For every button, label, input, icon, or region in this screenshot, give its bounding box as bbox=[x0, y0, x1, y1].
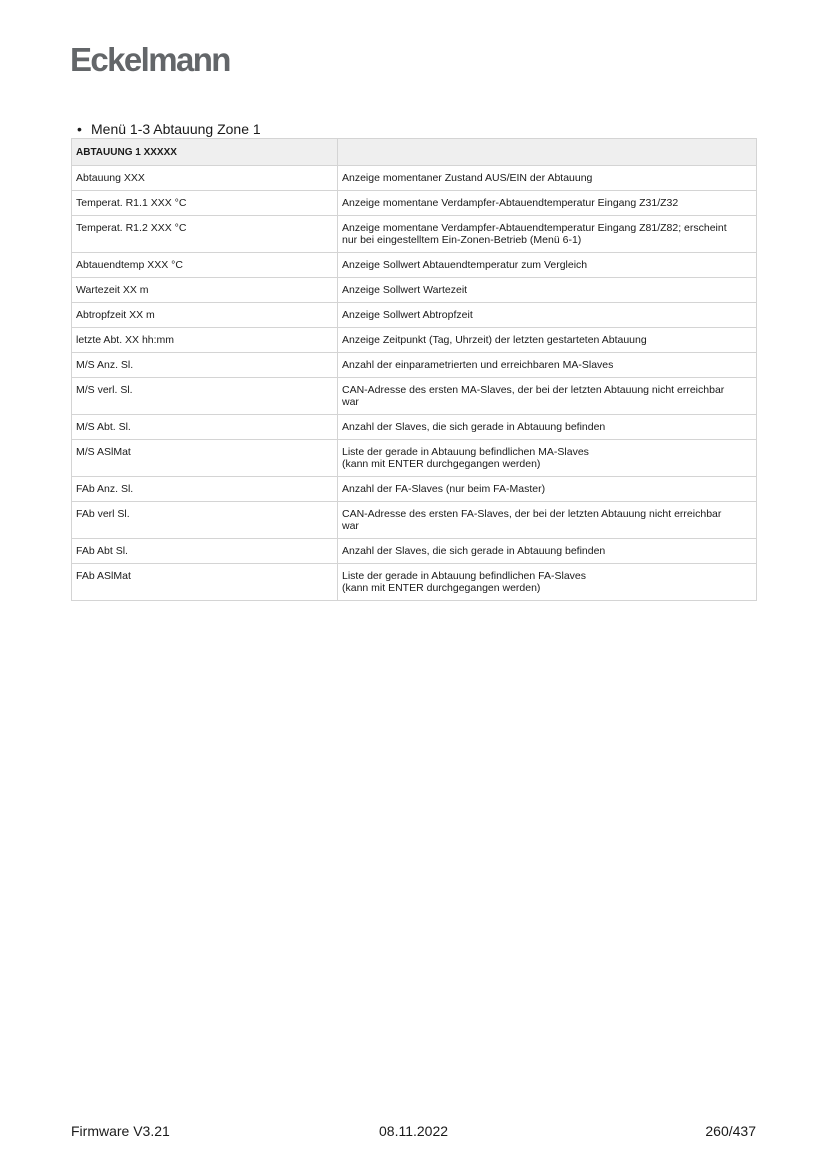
description-cell bbox=[338, 328, 757, 353]
bullet-icon: • bbox=[77, 121, 82, 137]
table-row bbox=[72, 564, 757, 601]
table-row bbox=[72, 353, 757, 378]
parameter-cell: FAb verl Sl. bbox=[72, 502, 338, 539]
parameter-cell: M/S verl. Sl. bbox=[72, 378, 338, 415]
description-line: Liste der gerade in Abtauung befindlichen FA-Slaves bbox=[342, 570, 586, 582]
description-line: war bbox=[342, 396, 359, 408]
description-line: Anzahl der einparametrierten und erreichbaren MA-Slaves bbox=[342, 359, 614, 371]
description-cell bbox=[338, 166, 757, 191]
parameter-cell: FAb Anz. Sl. bbox=[72, 477, 338, 502]
description-cell bbox=[338, 253, 757, 278]
parameter-cell: Wartezeit XX m bbox=[72, 278, 338, 303]
description-line: Anzahl der Slaves, die sich gerade in Abtauung befinden bbox=[342, 545, 606, 557]
description-line: (kann mit ENTER durchgegangen werden) bbox=[342, 458, 541, 470]
parameter-cell: M/S Anz. Sl. bbox=[72, 353, 338, 378]
table-body bbox=[72, 166, 757, 601]
table-row bbox=[72, 191, 757, 216]
parameter-cell: Abtropfzeit XX m bbox=[72, 303, 338, 328]
table-row bbox=[72, 216, 757, 253]
description-cell bbox=[338, 353, 757, 378]
footer-page-number: 260/437 bbox=[705, 1123, 756, 1139]
table-row bbox=[72, 328, 757, 353]
parameter-cell: M/S Abt. Sl. bbox=[72, 415, 338, 440]
table-header-description bbox=[338, 139, 757, 166]
table-row bbox=[72, 477, 757, 502]
table-header-parameter: ABTAUUNG 1 XXXXX bbox=[72, 139, 338, 166]
description-cell bbox=[338, 477, 757, 502]
description-line: Anzeige Zeitpunkt (Tag, Uhrzeit) der letzten gestarteten Abtauung bbox=[342, 334, 647, 346]
description-cell bbox=[338, 191, 757, 216]
parameter-cell: Temperat. R1.2 XXX °C bbox=[72, 216, 338, 253]
section-title: Menü 1-3 Abtauung Zone 1 bbox=[91, 121, 261, 137]
parameter-cell: Abtauung XXX bbox=[72, 166, 338, 191]
description-line: Anzeige Sollwert Wartezeit bbox=[342, 284, 468, 296]
description-line: (kann mit ENTER durchgegangen werden) bbox=[342, 582, 541, 594]
description-line: Anzeige momentane Verdampfer-Abtauendtemperatur Eingang Z81/Z82; erscheint bbox=[342, 222, 727, 234]
description-line: CAN-Adresse des ersten MA-Slaves, der bei der letzten Abtauung nicht erreichbar bbox=[342, 384, 725, 396]
table-row bbox=[72, 502, 757, 539]
description-cell bbox=[338, 378, 757, 415]
table-row bbox=[72, 253, 757, 278]
description-cell bbox=[338, 440, 757, 477]
table-header-row bbox=[72, 139, 757, 166]
parameter-cell: M/S ASlMat bbox=[72, 440, 338, 477]
company-logo: Eckelmann bbox=[70, 41, 230, 78]
table-row bbox=[72, 539, 757, 564]
description-line: Liste der gerade in Abtauung befindlichen MA-Slaves bbox=[342, 446, 589, 458]
description-line: Anzeige momentaner Zustand AUS/EIN der Abtauung bbox=[342, 172, 593, 184]
description-cell bbox=[338, 216, 757, 253]
table-row bbox=[72, 440, 757, 477]
description-cell bbox=[338, 564, 757, 601]
table-row bbox=[72, 415, 757, 440]
description-cell bbox=[338, 278, 757, 303]
section-heading bbox=[77, 120, 261, 138]
parameter-cell: letzte Abt. XX hh:mm bbox=[72, 328, 338, 353]
description-line: Anzeige Sollwert Abtropfzeit bbox=[342, 309, 473, 321]
table-row bbox=[72, 378, 757, 415]
description-line: Anzahl der FA-Slaves (nur beim FA-Master) bbox=[342, 483, 546, 495]
footer-date: 08.11.2022 bbox=[379, 1123, 449, 1139]
table-row bbox=[72, 166, 757, 191]
parameter-cell: Temperat. R1.1 XXX °C bbox=[72, 191, 338, 216]
description-line: war bbox=[342, 520, 359, 532]
description-cell bbox=[338, 502, 757, 539]
description-cell bbox=[338, 303, 757, 328]
table-row bbox=[72, 303, 757, 328]
description-line: Anzeige momentane Verdampfer-Abtauendtemperatur Eingang Z31/Z32 bbox=[342, 197, 679, 209]
description-cell bbox=[338, 415, 757, 440]
description-line: Anzeige Sollwert Abtauendtemperatur zum Vergleich bbox=[342, 259, 588, 271]
footer-firmware: Firmware V3.21 bbox=[71, 1123, 170, 1139]
parameter-cell: Abtauendtemp XXX °C bbox=[72, 253, 338, 278]
description-cell bbox=[338, 539, 757, 564]
description-line: nur bei eingestelltem Ein-Zonen-Betrieb (Menü 6-1) bbox=[342, 234, 582, 246]
parameter-table bbox=[71, 138, 757, 601]
parameter-cell: FAb Abt Sl. bbox=[72, 539, 338, 564]
table-row bbox=[72, 278, 757, 303]
parameter-cell: FAb ASlMat bbox=[72, 564, 338, 601]
description-line: CAN-Adresse des ersten FA-Slaves, der bei der letzten Abtauung nicht erreichbar bbox=[342, 508, 722, 520]
description-line: Anzahl der Slaves, die sich gerade in Abtauung befinden bbox=[342, 421, 606, 433]
